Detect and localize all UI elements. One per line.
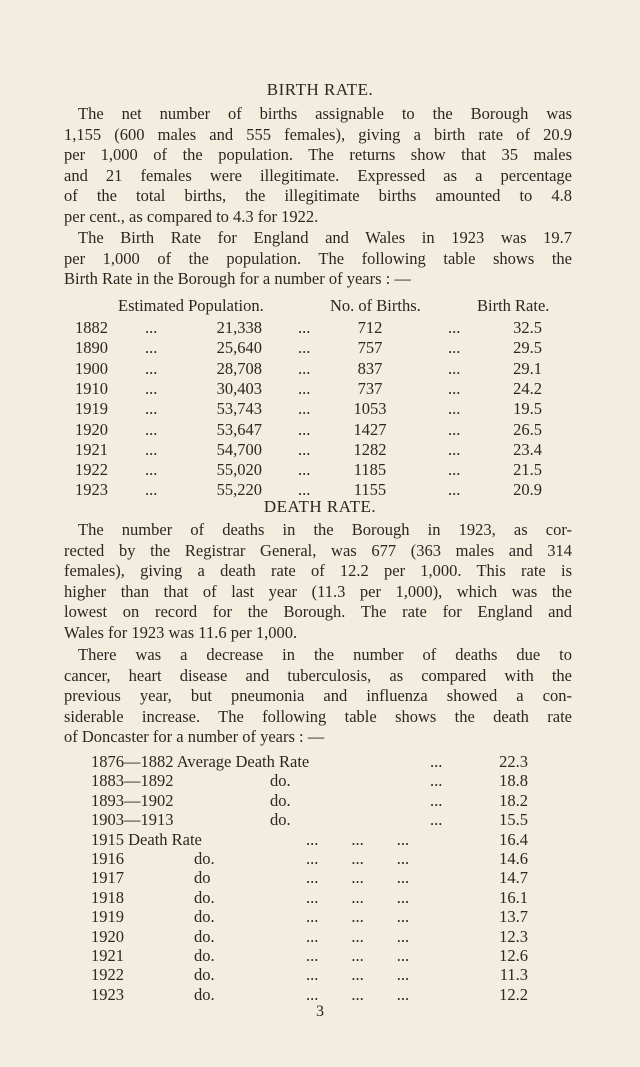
text-line: The number of deaths in the Borough in 1923, as cor- [78, 520, 572, 539]
birth-rate-cell: 20.9 [513, 480, 542, 500]
birth-population-cell: 53,743 [216, 399, 262, 419]
death-table-row [0, 985, 640, 1005]
birth-births-cell: 1282 [353, 439, 387, 459]
page-number: 3 [316, 1003, 324, 1020]
death-rate-cell: 16.1 [499, 887, 528, 907]
birth-dots: ... [448, 338, 461, 358]
text-line: siderable increase. The following table shows the death rate [64, 706, 572, 726]
birth-paragraph-2 [64, 228, 572, 290]
death-rate-cell: 12.2 [499, 984, 528, 1004]
death-paragraph-1 [64, 520, 572, 644]
birth-dots: ... [145, 480, 158, 500]
text-line: Birth Rate in the Borough for a number of years : — [64, 269, 411, 289]
death-period-cell: 1923 [91, 984, 124, 1004]
birth-table-row [0, 379, 640, 399]
death-ditto-cell: do [194, 868, 211, 888]
death-rate-cell: 18.8 [499, 771, 528, 791]
birth-births-cell: 712 [357, 318, 383, 337]
text-line: The net number of births assignable to the Borough was [78, 104, 572, 123]
death-period-cell: 1918 [91, 887, 124, 907]
text-line: per 1,000 of the population. The following table shows the [64, 248, 572, 268]
birth-paragraph-1 [64, 104, 572, 228]
death-rate-cell: 14.7 [499, 868, 528, 888]
text-line: 1,155 (600 males and 555 females), giving a birth rate of 20.9 [64, 124, 572, 144]
death-period-cell: 1883—1892 [91, 771, 174, 791]
birth-table-row [0, 359, 640, 379]
death-leader-dots: ... [430, 771, 443, 791]
death-leader-dots: ... ... ... [306, 849, 410, 868]
death-table-row [0, 771, 640, 791]
birth-population-cell: 21,338 [216, 318, 262, 337]
birth-table-row [0, 420, 640, 440]
death-ditto-cell: do. [270, 771, 291, 791]
birth-dots: ... [448, 480, 461, 500]
text-line: of the total births, the illegitimate births amounted to 4.8 [64, 186, 572, 206]
text-line: cancer, heart disease and tuberculosis, as compared with the [64, 665, 572, 685]
text-line: The Birth Rate for England and Wales in 1923 was 19.7 [78, 228, 572, 247]
birth-dots: ... [145, 338, 158, 358]
birth-dots: ... [145, 378, 158, 398]
death-leader-dots: ... ... ... [306, 887, 410, 907]
death-leader-dots: ... [430, 790, 443, 810]
death-leader-dots: ... ... ... [306, 868, 410, 888]
birth-population-cell: 30,403 [216, 378, 262, 398]
text-line: of Doncaster for a number of years : — [64, 727, 325, 747]
birth-dots: ... [145, 358, 158, 378]
death-leader-dots: ... [430, 752, 443, 771]
header-estimated-population: Estimated Population. [118, 296, 264, 315]
birth-year-cell: 1923 [75, 480, 108, 500]
birth-births-cell: 837 [357, 358, 383, 378]
birth-year-cell: 1919 [75, 399, 108, 419]
death-rate-cell: 15.5 [499, 810, 528, 830]
header-birth-rate: Birth Rate. [477, 296, 550, 315]
birth-dots: ... [145, 419, 158, 439]
birth-table-row [0, 399, 640, 419]
text-line: females), giving a death rate of 12.2 per 1,000. This rate is [64, 561, 572, 581]
birth-table-row [0, 440, 640, 460]
birth-dots: ... [145, 318, 158, 337]
death-table-row [0, 927, 640, 947]
birth-dots: ... [448, 439, 461, 459]
birth-population-cell: 55,020 [216, 460, 262, 480]
birth-births-cell: 1185 [353, 460, 387, 480]
birth-dots: ... [448, 419, 461, 439]
death-rate-cell: 16.4 [499, 829, 528, 849]
birth-year-cell: 1920 [75, 419, 108, 439]
birth-births-cell: 737 [357, 378, 383, 398]
birth-rate-cell: 24.2 [513, 378, 542, 398]
death-rate-cell: 12.3 [499, 926, 528, 946]
death-ditto-cell: do. [194, 926, 215, 946]
text-line: There was a decrease in the number of deaths due to [78, 645, 572, 664]
birth-births-cell: 1155 [353, 480, 387, 500]
birth-year-cell: 1882 [75, 318, 108, 337]
birth-dots: ... [145, 460, 158, 480]
death-ditto-cell: do. [194, 965, 215, 985]
birth-table-row [0, 338, 640, 358]
death-rate-cell: 14.6 [499, 849, 528, 868]
death-ditto-cell: do. [270, 810, 291, 830]
death-rate-cell: 18.2 [499, 790, 528, 810]
birth-rate-cell: 32.5 [513, 318, 542, 337]
death-table-row [0, 849, 640, 869]
death-leader-dots: ... ... ... [306, 926, 410, 946]
birth-population-cell: 55,220 [216, 480, 262, 500]
text-line: previous year, but pneumonia and influenza showed a con- [64, 686, 572, 706]
birth-dots: ... [298, 378, 311, 398]
birth-rate-heading: BIRTH RATE. [266, 80, 374, 99]
birth-rate-cell: 21.5 [513, 460, 542, 480]
death-leader-dots: ... ... ... [306, 965, 410, 985]
death-ditto-cell: do. [194, 984, 215, 1004]
birth-dots: ... [145, 439, 158, 459]
birth-rate-cell: 29.1 [513, 358, 542, 378]
death-period-cell: 1919 [91, 907, 124, 927]
birth-dots: ... [298, 419, 311, 439]
birth-year-cell: 1921 [75, 439, 108, 459]
death-table-row [0, 888, 640, 908]
death-table-row [0, 965, 640, 985]
death-leader-dots: ... ... ... [306, 946, 410, 965]
death-rate-cell: 11.3 [499, 965, 528, 985]
death-period-cell: 1920 [91, 926, 124, 946]
birth-year-cell: 1922 [75, 460, 108, 480]
birth-population-cell: 28,708 [216, 358, 262, 378]
birth-rate-cell: 29.5 [513, 338, 542, 358]
birth-table-row [0, 318, 640, 338]
death-leader-dots: ... ... ... [306, 829, 410, 849]
death-ditto-cell: do. [270, 790, 291, 810]
death-table-row [0, 868, 640, 888]
header-no-of-births: No. of Births. [330, 296, 421, 315]
death-table-row [0, 946, 640, 966]
death-table-row [0, 907, 640, 927]
text-line: lowest on record for the Borough. The rate for England and [64, 602, 572, 622]
birth-dots: ... [298, 460, 311, 480]
death-period-cell: 1876—1882 Average Death Rate [91, 752, 310, 771]
text-line: per cent., as compared to 4.3 for 1922. [64, 206, 319, 226]
death-rate-cell: 22.3 [499, 752, 528, 771]
death-table-row [0, 810, 640, 830]
death-rate-cell: 12.6 [499, 946, 528, 965]
death-period-cell: 1917 [91, 868, 124, 888]
text-line: per 1,000 of the population. The returns show that 35 males [64, 145, 572, 165]
birth-births-cell: 757 [357, 338, 383, 358]
death-period-cell: 1903—1913 [91, 810, 174, 830]
death-table-row [0, 752, 640, 772]
birth-dots: ... [448, 378, 461, 398]
birth-population-cell: 54,700 [216, 439, 262, 459]
birth-year-cell: 1890 [75, 338, 108, 358]
birth-rate-cell: 23.4 [513, 439, 542, 459]
death-period-cell: 1921 [91, 946, 124, 965]
text-line: rected by the Registrar General, was 677 (363 males and 314 [64, 540, 572, 560]
birth-rate-cell: 19.5 [513, 399, 542, 419]
birth-dots: ... [448, 460, 461, 480]
birth-year-cell: 1910 [75, 378, 108, 398]
birth-dots: ... [298, 358, 311, 378]
birth-dots: ... [298, 399, 311, 419]
death-leader-dots: ... ... ... [306, 984, 410, 1004]
birth-dots: ... [145, 399, 158, 419]
birth-dots: ... [448, 358, 461, 378]
death-leader-dots: ... [430, 810, 443, 830]
death-period-cell: 1893—1902 [91, 790, 174, 810]
death-ditto-cell: do. [194, 887, 215, 907]
birth-births-cell: 1427 [353, 419, 387, 439]
death-ditto-cell: do. [194, 849, 215, 868]
birth-population-cell: 25,640 [216, 338, 262, 358]
text-line: Wales for 1923 was 11.6 per 1,000. [64, 622, 298, 642]
birth-dots: ... [298, 318, 311, 337]
birth-population-cell: 53,647 [216, 419, 262, 439]
text-line: and 21 females were illegitimate. Expressed as a percentage [64, 165, 572, 185]
death-table-row [0, 830, 640, 850]
birth-dots: ... [298, 439, 311, 459]
death-ditto-cell: do. [194, 946, 215, 965]
death-rate-cell: 13.7 [499, 907, 528, 927]
birth-table-header [0, 296, 640, 316]
death-period-cell: 1922 [91, 965, 124, 985]
death-paragraph-2 [64, 645, 572, 748]
death-rate-heading: DEATH RATE. [263, 497, 377, 516]
death-ditto-cell: do. [194, 907, 215, 927]
birth-dots: ... [298, 338, 311, 358]
death-table-row [0, 791, 640, 811]
birth-table-row [0, 460, 640, 480]
death-period-cell: 1916 [91, 849, 124, 868]
birth-dots: ... [298, 480, 311, 500]
death-period-cell: 1915 Death Rate [91, 829, 202, 849]
birth-dots: ... [448, 399, 461, 419]
birth-births-cell: 1053 [353, 399, 387, 419]
birth-year-cell: 1900 [75, 358, 108, 378]
birth-rate-cell: 26.5 [513, 419, 542, 439]
death-leader-dots: ... ... ... [306, 907, 410, 927]
birth-dots: ... [448, 318, 461, 337]
text-line: higher than that of last year (11.3 per 1,000), which was the [64, 581, 572, 601]
